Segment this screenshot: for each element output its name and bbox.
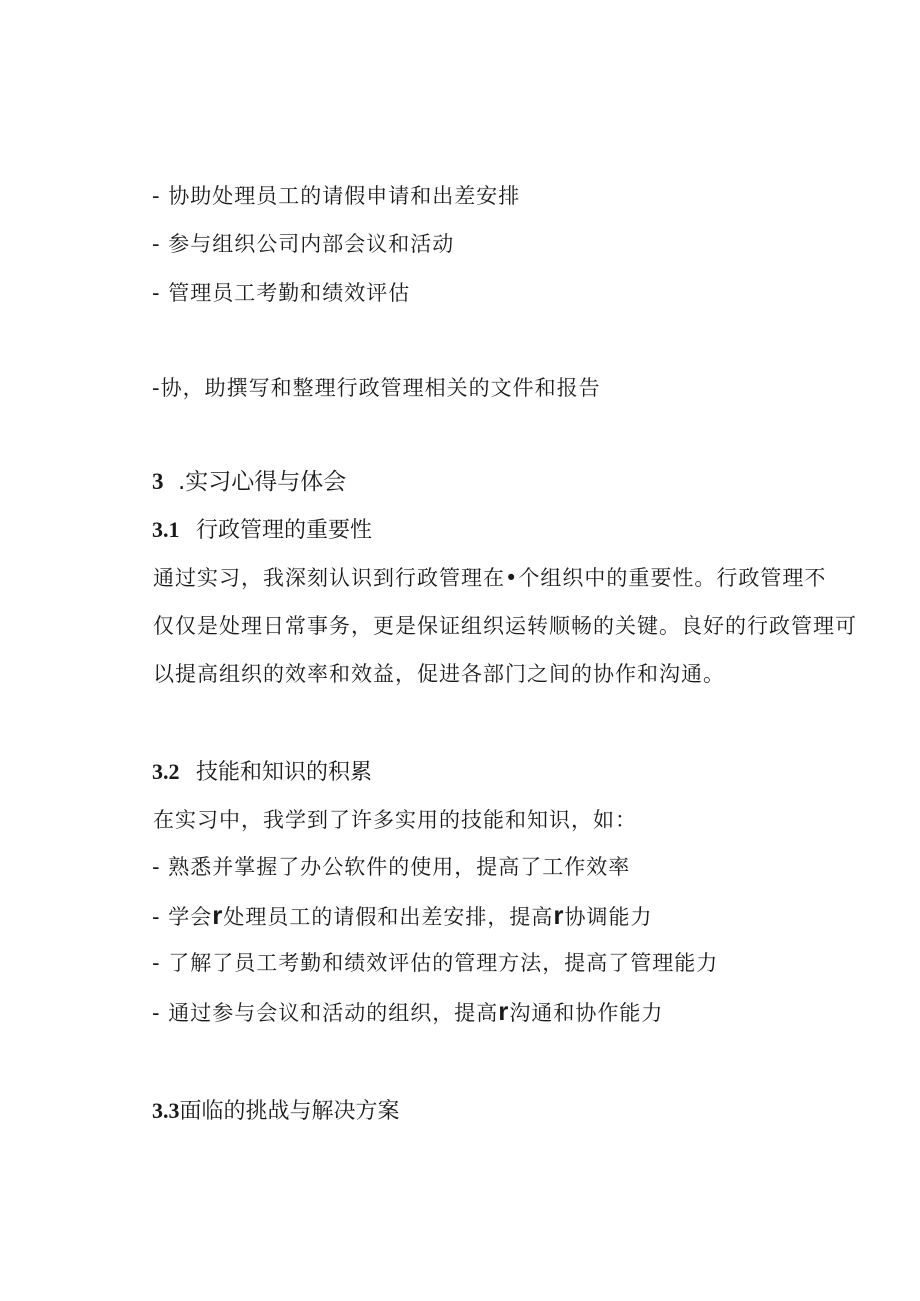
- list-item-text: 处理员工的请假和出差安排，提高: [223, 905, 554, 929]
- list-item: [152, 997, 663, 1027]
- list-item-text: - 通过参与会议和活动的组织，提高: [152, 1001, 499, 1025]
- list-item-text: - 熟悉并掌握了办公软件的使用，提高了工作效率: [152, 855, 631, 879]
- subsection-heading-3-3: [152, 1097, 400, 1126]
- subsection-heading-3-2: [152, 758, 372, 787]
- list-item: - 参与组织公司内部会议和活动: [152, 232, 455, 256]
- section-title: 行政管理的重要性: [196, 518, 373, 543]
- section-title: .实习心得与体会: [178, 469, 347, 495]
- list-item: - 管理员工考勤和绩效评估: [152, 281, 411, 305]
- paragraph-line: 以提高组织的效率和效益，促进各部门之间的协作和沟通。: [153, 662, 725, 686]
- list-item-text: - 了解了员工考勤和绩效评估的管理方法，提高了管理能力: [152, 951, 719, 975]
- section-number: 3.1: [152, 517, 180, 542]
- section-number: 3.2: [152, 759, 180, 784]
- scan-artifact-glyph: r: [498, 996, 510, 1026]
- list-item-text: - 学会: [152, 905, 213, 929]
- section-heading-3: [152, 468, 346, 496]
- subsection-heading-3-1: [152, 516, 372, 545]
- section-number: 3.3: [152, 1098, 180, 1123]
- list-item: [152, 949, 718, 977]
- paragraph-intro: 在实习中，我学到了许多实用的技能和知识，如：: [153, 808, 637, 832]
- list-item-text: 沟通和协作能力: [509, 1001, 664, 1025]
- section-title: 技能和知识的积累: [196, 760, 373, 785]
- scan-artifact-glyph: r: [553, 900, 565, 930]
- list-item: - 协助处理员工的请假申请和出差安排: [152, 184, 521, 208]
- list-item: [152, 853, 630, 881]
- list-item: [152, 901, 653, 931]
- section-title: 面临的挑战与解决方案: [179, 1099, 400, 1124]
- list-item-orphan: -协，助撰写和整理行政管理相关的文件和报告: [152, 376, 601, 400]
- paragraph-line: 仅仅是处理日常事务，更是保证组织运转顺畅的关键。良好的行政管理可: [153, 614, 857, 638]
- section-number: 3: [152, 469, 164, 494]
- paragraph-line: 通过实习，我深刻认识到行政管理在•个组织中的重要性。行政管理不: [153, 566, 827, 590]
- scan-artifact-glyph: r: [212, 900, 224, 930]
- list-item-text: 协调能力: [564, 905, 653, 929]
